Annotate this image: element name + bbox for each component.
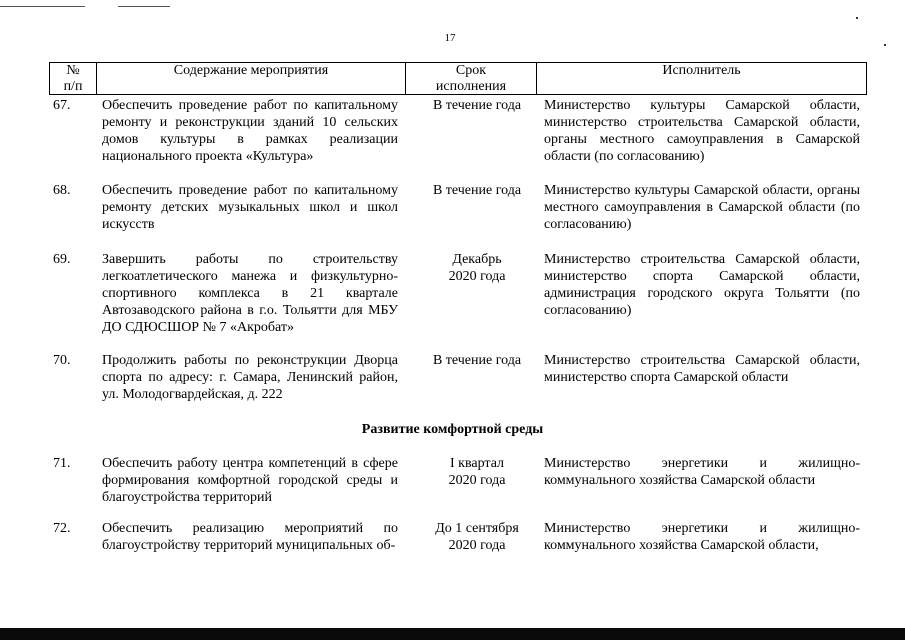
row-number: 70. [53, 353, 71, 368]
row-executor: Министерство культуры Самарской области, министерство строительства Самарской области, органы местного самоуправления в Самарской области (по согласованию) [544, 98, 860, 164]
header-term: Срок исполнения [435, 63, 507, 94]
row-content: Обеспечить проведение работ по капитальному ремонту детских музыкальных школ и школ искусств [102, 183, 398, 232]
header-num: № п/п [63, 63, 83, 94]
row-term: В течение года [432, 183, 522, 198]
row-executor: Министерство строительства Самарской области, министерство спорта Самарской области [544, 353, 860, 385]
section-title: Развитие комфортной среды [361, 422, 544, 437]
row-term: В течение года [432, 353, 522, 368]
page-number: 17 [444, 32, 456, 44]
row-executor: Министерство энергетики и жилищно-коммунального хозяйства Самарской области, [544, 521, 860, 553]
row-content: Обеспечить проведение работ по капитальному ремонту и реконструкции зданий 10 сельских домов культуры в рамках реализации национального проекта «Культура» [102, 98, 398, 164]
row-number: 71. [53, 456, 71, 471]
row-executor: Министерство строительства Самарской области, министерство спорта Самарской области, администрация городского округа Тольятти (по согласованию) [544, 252, 860, 318]
row-executor: Министерство энергетики и жилищно-коммунального хозяйства Самарской области [544, 456, 860, 488]
row-term: В течение года [432, 98, 522, 113]
header-executor: Исполнитель [662, 63, 741, 78]
scan-artifact-speck [856, 17, 858, 19]
scan-artifact-bottom-bar [0, 628, 905, 640]
row-term: До 1 сентября 2020 года [435, 521, 519, 553]
row-content: Обеспечить реализацию мероприятий по благоустройству территорий муниципальных об- [102, 521, 398, 553]
row-number: 67. [53, 98, 71, 113]
row-content: Обеспечить работу центра компетенций в сфере формирования комфортной городской среды и благоустройства территорий [102, 456, 398, 505]
row-number: 68. [53, 183, 71, 198]
row-content: Продолжить работы по реконструкции Дворца спорта по адресу: г. Самара, Ленинский район, ул. Молодогвардейская, д. 222 [102, 353, 398, 402]
row-content: Завершить работы по строительству легкоатлетического манежа и физкультурно-спортивного комплекса в 21 квартале Автозаводского района в г.о. Тольятти для МБУ ДО СДЮСШОР № 7 «Акробат» [102, 252, 398, 335]
table-header [49, 62, 867, 95]
header-divider [866, 62, 867, 95]
scan-artifact-speck [884, 44, 886, 46]
row-number: 72. [53, 521, 71, 536]
header-content: Содержание мероприятия [173, 63, 329, 78]
scan-artifact-top-line [0, 6, 905, 7]
row-executor: Министерство культуры Самарской области, органы местного самоуправления в Самарской области (по согласованию) [544, 183, 860, 232]
row-number: 69. [53, 252, 71, 267]
row-term: Декабрь 2020 года [448, 252, 506, 284]
row-term: I квартал 2020 года [448, 456, 506, 488]
